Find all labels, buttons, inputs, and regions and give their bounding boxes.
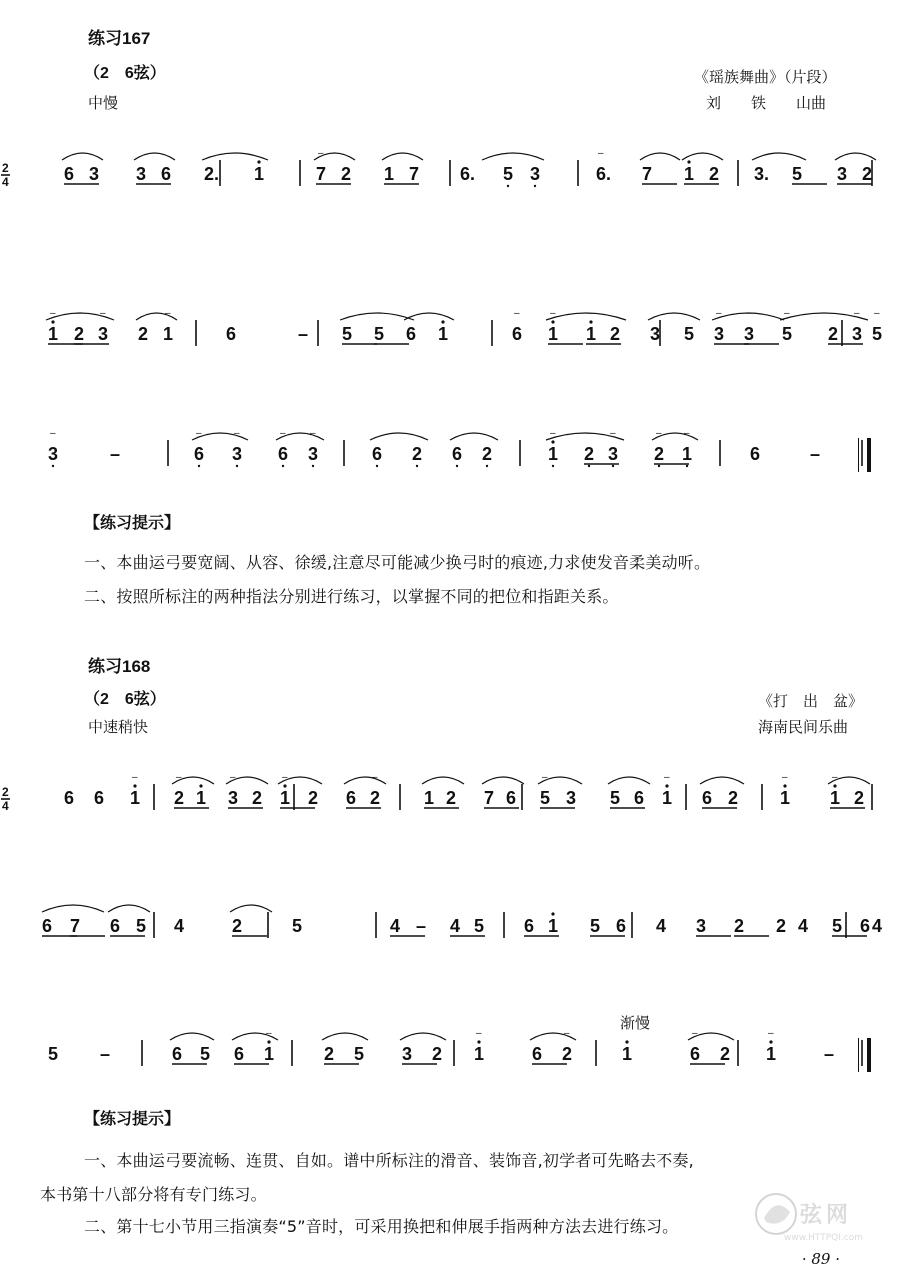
low-dot [312, 465, 314, 467]
note: 6 [616, 916, 627, 936]
fingering-mark: – [598, 148, 604, 159]
note: 2 [584, 444, 595, 464]
note: 2 [610, 324, 621, 344]
fingering-mark: – [476, 1028, 482, 1039]
high-octave-dot [257, 160, 260, 163]
note: 4 [798, 916, 809, 936]
note: 2 [854, 788, 865, 808]
exercise-168-tip: 二、第十七小节用三指演奏“5”音时，可采用换把和伸展手指两种方法去进行练习。 [84, 1217, 679, 1236]
note: 6 [406, 324, 417, 344]
note: 2 [734, 916, 745, 936]
note: 2 [728, 788, 739, 808]
slur [108, 905, 150, 912]
low-dot [534, 185, 536, 187]
note: 5 [474, 916, 485, 936]
fingering-mark: – [586, 428, 592, 439]
note: 1 [548, 324, 559, 344]
fingering-mark: – [230, 772, 236, 783]
note: – [298, 324, 309, 344]
note: 2 [324, 1044, 335, 1064]
note: 5 [610, 788, 621, 808]
note: 1 [830, 788, 841, 808]
slur [344, 777, 386, 784]
note: 4 [174, 916, 185, 936]
slur [648, 313, 700, 320]
note: 6 [194, 444, 205, 464]
note: 6 [372, 444, 383, 464]
high-octave-dot [665, 784, 668, 787]
note: 1 [254, 164, 265, 184]
note: 3 [232, 444, 243, 464]
score-staff [42, 1008, 872, 1088]
score-row [2, 752, 872, 832]
slur [482, 777, 524, 784]
high-octave-dot [625, 1040, 628, 1043]
note: 1 [766, 1044, 777, 1064]
fingering-mark: – [550, 308, 556, 319]
exercise-167-tip: 一、本曲运弓要宽阔、从容、徐缓,注意尽可能减少换弓时的痕迹,力求使发音柔美动听。 [84, 553, 711, 572]
low-dot [456, 465, 458, 467]
low-dot [658, 465, 660, 467]
note: 3 [89, 164, 100, 184]
svg-text:网: 网 [826, 1203, 849, 1228]
exercise-168-tempo: 中速稍快 [88, 719, 149, 736]
fingering-mark: – [784, 308, 790, 319]
time-signature-numerator: 2 [2, 161, 9, 175]
final-barline [858, 438, 871, 472]
note: 1 [280, 788, 291, 808]
slur [700, 777, 744, 784]
high-octave-dot [551, 440, 554, 443]
note: 2 [720, 1044, 731, 1064]
note: 3 [744, 324, 755, 344]
note: 6 [64, 788, 75, 808]
note: 3 [852, 324, 863, 344]
high-octave-dot [769, 1040, 772, 1043]
note: 1 [662, 788, 673, 808]
slur [134, 153, 175, 160]
note: 5 [374, 324, 385, 344]
fingering-mark: – [100, 308, 106, 319]
note: 5 [136, 916, 147, 936]
note: 2 [252, 788, 263, 808]
slur [546, 313, 626, 320]
note: 2 [482, 444, 493, 464]
fingering-mark: – [266, 1028, 272, 1039]
time-signature-denominator: 4 [2, 799, 9, 813]
fingering-mark: – [196, 428, 202, 439]
score-row [42, 408, 872, 488]
note: 2 [370, 788, 381, 808]
score-staff [42, 880, 883, 960]
note: 7 [484, 788, 495, 808]
note: – [110, 444, 121, 464]
note: 5 [872, 324, 883, 344]
note: – [100, 1044, 111, 1064]
note: 6 [452, 444, 463, 464]
slur [382, 153, 423, 160]
low-dot [198, 465, 200, 467]
note: 2 [862, 164, 873, 184]
note: – [810, 444, 821, 464]
note: 3 [696, 916, 707, 936]
note: 5 [782, 324, 793, 344]
note: 6 [702, 788, 713, 808]
note: 6 [226, 324, 237, 344]
fingering-mark: – [165, 308, 171, 319]
exercise-168-title: 练习168 [88, 657, 151, 676]
fingering-mark: – [550, 428, 556, 439]
high-octave-dot [589, 320, 592, 323]
exercise-167-composer: 刘 铁 山曲 [706, 94, 827, 112]
page-number: · 89 · [801, 1250, 840, 1268]
fingering-mark: – [76, 308, 82, 319]
high-octave-dot [687, 160, 690, 163]
high-octave-dot [133, 784, 136, 787]
slur [835, 153, 876, 160]
time-signature-numerator: 2 [2, 785, 9, 799]
note: 6 [634, 788, 645, 808]
slur [450, 433, 498, 440]
fingering-mark: – [874, 308, 880, 319]
low-dot [236, 465, 238, 467]
exercise-168-tip: 一、本曲运弓要流畅、连贯、自如。谱中所标注的滑音、装饰音,初学者可先略去不奏, [84, 1151, 694, 1170]
fingering-mark: – [832, 772, 838, 783]
score-row [42, 1008, 872, 1088]
exercise-167-title: 练习167 [88, 29, 151, 48]
note: 3 [228, 788, 239, 808]
note: 5 [590, 916, 601, 936]
note: 1 [586, 324, 597, 344]
exercise-168-strings: （2 6弦） [84, 691, 166, 708]
note: 6 [512, 324, 523, 344]
high-octave-dot [477, 1040, 480, 1043]
fingering-mark: – [318, 148, 324, 159]
fingering-mark: – [310, 428, 316, 439]
note: 2 [232, 916, 243, 936]
note: 6. [460, 164, 476, 184]
low-dot [282, 465, 284, 467]
note: 2 [432, 1044, 443, 1064]
note: 6 [234, 1044, 245, 1064]
note: 2 [412, 444, 423, 464]
note: 2 [138, 324, 149, 344]
slur [370, 433, 428, 440]
fingering-mark: – [132, 772, 138, 783]
note: 6 [64, 164, 75, 184]
note: 3 [608, 444, 619, 464]
fingering-mark: – [692, 1028, 698, 1039]
slur [62, 153, 103, 160]
exercise-168-tip: 本书第十八部分将有专门练习。 [40, 1185, 267, 1204]
note: 5 [48, 1044, 59, 1064]
tempo-change-label: 渐慢 [620, 1015, 651, 1032]
slur [340, 313, 414, 320]
note: 3 [402, 1044, 413, 1064]
slur [482, 153, 544, 160]
exercise-168-source-title: 《打 出 盆》 [758, 692, 864, 710]
low-dot [486, 465, 488, 467]
note: 3 [837, 164, 848, 184]
note: 4 [390, 916, 401, 936]
note: 6 [750, 444, 761, 464]
note: 7 [70, 916, 81, 936]
note: 1 [130, 788, 141, 808]
final-barline [858, 1038, 871, 1072]
note: 2 [828, 324, 839, 344]
fingering-mark: – [610, 428, 616, 439]
note: – [416, 916, 427, 936]
note: 3 [136, 164, 147, 184]
fingering-mark: – [684, 428, 690, 439]
score-row [42, 880, 883, 960]
note: 6 [94, 788, 105, 808]
note: 6 [860, 916, 871, 936]
fingering-mark: – [514, 308, 520, 319]
note: 2 [446, 788, 457, 808]
note: 6. [596, 164, 612, 184]
exercise-167-tempo: 中慢 [88, 95, 119, 112]
note: 6 [506, 788, 517, 808]
low-dot [686, 465, 688, 467]
exercise-168-composer: 海南民间乐曲 [758, 718, 849, 736]
note: 1 [264, 1044, 275, 1064]
note: 3 [98, 324, 109, 344]
note: 1 [622, 1044, 633, 1064]
note: 3 [530, 164, 541, 184]
note: 6 [110, 916, 121, 936]
high-octave-dot [283, 784, 286, 787]
note: 3 [308, 444, 319, 464]
fingering-mark: – [588, 308, 594, 319]
note: 2 [562, 1044, 573, 1064]
note: 2 [776, 916, 787, 936]
low-dot [416, 465, 418, 467]
note: 6 [346, 788, 357, 808]
high-octave-dot [51, 320, 54, 323]
exercise-167-tip: 二、按照所标注的两种指法分别进行练习，以掌握不同的把位和指距关系。 [84, 587, 619, 606]
note: 3 [566, 788, 577, 808]
note: 7 [642, 164, 653, 184]
note: 5 [540, 788, 551, 808]
slur [400, 1033, 446, 1040]
note: 4 [656, 916, 667, 936]
note: 1 [438, 324, 449, 344]
note: 2 [308, 788, 319, 808]
note: 1 [384, 164, 395, 184]
note: – [824, 1044, 835, 1064]
fingering-mark: – [782, 772, 788, 783]
high-octave-dot [199, 784, 202, 787]
fingering-mark: – [50, 428, 56, 439]
exercise-167-strings: （2 6弦） [84, 65, 166, 82]
fingering-mark: – [854, 308, 860, 319]
note: 5 [792, 164, 803, 184]
slur [136, 313, 177, 320]
fingering-mark: – [234, 428, 240, 439]
note: 2 [341, 164, 352, 184]
note: 1 [684, 164, 695, 184]
slur [752, 153, 806, 160]
note: 4 [450, 916, 461, 936]
svg-text:弦: 弦 [800, 1203, 823, 1228]
note: 5 [684, 324, 695, 344]
note: 2 [74, 324, 85, 344]
note: 6 [524, 916, 535, 936]
low-dot [588, 465, 590, 467]
high-octave-dot [551, 912, 554, 915]
score-staff [2, 128, 873, 208]
score-row [42, 288, 883, 368]
low-dot [52, 465, 54, 467]
slur [682, 153, 723, 160]
slur [422, 777, 464, 784]
note: 5 [292, 916, 303, 936]
note: 6 [690, 1044, 701, 1064]
low-dot [612, 465, 614, 467]
slur [42, 905, 104, 912]
note: 6 [42, 916, 53, 936]
note: 5 [832, 916, 843, 936]
fingering-mark: – [664, 772, 670, 783]
note: 1 [548, 916, 559, 936]
fingering-mark: – [768, 1028, 774, 1039]
high-octave-dot [551, 320, 554, 323]
note: 2 [709, 164, 720, 184]
score-staff [42, 408, 872, 488]
time-signature-denominator: 4 [2, 175, 9, 189]
note: 3 [48, 444, 59, 464]
fingering-mark: – [372, 772, 378, 783]
fingering-mark: – [542, 772, 548, 783]
slur [640, 153, 680, 160]
note: 6 [161, 164, 172, 184]
fingering-mark: – [716, 308, 722, 319]
note: 1 [682, 444, 693, 464]
note: 5 [354, 1044, 365, 1064]
note: 2 [174, 788, 185, 808]
score-staff [42, 288, 883, 368]
fingering-mark: – [282, 772, 288, 783]
note: 1 [424, 788, 435, 808]
note: 7 [316, 164, 327, 184]
note: 5 [200, 1044, 211, 1064]
note: 6 [278, 444, 289, 464]
score-staff [2, 752, 872, 832]
note: 1 [780, 788, 791, 808]
note: 1 [474, 1044, 485, 1064]
high-octave-dot [833, 784, 836, 787]
fingering-mark: – [746, 308, 752, 319]
low-dot [507, 185, 509, 187]
note: 2 [654, 444, 665, 464]
low-dot [552, 465, 554, 467]
note: 1 [196, 788, 207, 808]
note: 3. [754, 164, 770, 184]
note: 5 [342, 324, 353, 344]
note: 6 [172, 1044, 183, 1064]
score-row [2, 128, 873, 208]
watermark-logo [736, 1188, 886, 1246]
exercise-168-tips-heading: 【练习提示】 [84, 1111, 181, 1128]
exercise-167-tips-heading: 【练习提示】 [84, 515, 181, 532]
fingering-mark: – [50, 308, 56, 319]
high-octave-dot [267, 1040, 270, 1043]
note: 3 [714, 324, 725, 344]
low-dot [376, 465, 378, 467]
note: 7 [409, 164, 420, 184]
note: 6 [532, 1044, 543, 1064]
note: 1 [163, 324, 174, 344]
slur [170, 1033, 214, 1040]
fingering-mark: – [176, 772, 182, 783]
slur [230, 905, 272, 912]
high-octave-dot [783, 784, 786, 787]
fingering-mark: – [564, 1028, 570, 1039]
high-octave-dot [441, 320, 444, 323]
slur [202, 153, 268, 160]
fingering-mark: – [656, 428, 662, 439]
fingering-mark: – [280, 428, 286, 439]
slur [608, 777, 650, 784]
note: 5 [503, 164, 514, 184]
slur [322, 1033, 368, 1040]
note: 2. [204, 164, 220, 184]
note: 4 [872, 916, 883, 936]
exercise-167-source-title: 《瑶族舞曲》（片段） [694, 68, 837, 86]
note: 3 [650, 324, 661, 344]
note: 1 [548, 444, 559, 464]
watermark-url: www.HTTPQI.com [784, 1233, 863, 1243]
note: 1 [48, 324, 59, 344]
